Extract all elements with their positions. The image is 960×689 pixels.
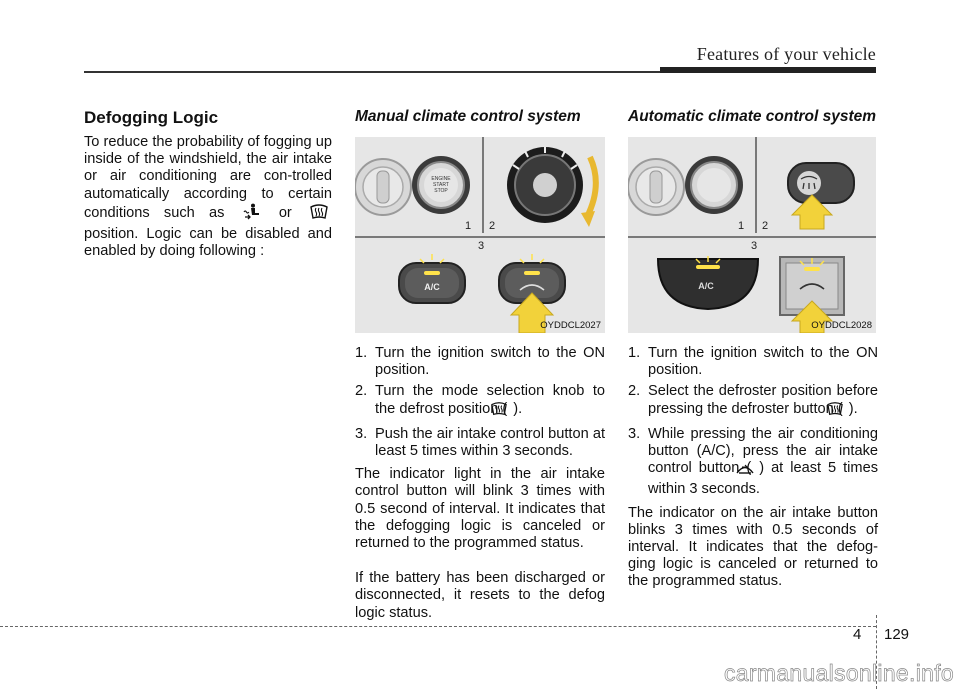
label-2: 2 <box>489 220 496 232</box>
ignition-key-icon <box>628 159 684 215</box>
automatic-paragraph-1: The indicator on the air intake button blinks 3 times with 0.5 seconds of interval. It indicates that the defog-ging logic is canceled or returned to the programmed status. <box>628 504 878 590</box>
label-1: 1 <box>738 220 745 232</box>
list-item: 1. Turn the ignition switch to the ON position. <box>628 345 878 379</box>
manual-climate-heading: Manual climate control system <box>355 108 581 125</box>
knob-text-1: ENGINE <box>431 176 451 182</box>
manual-steps <box>355 345 605 460</box>
watermark: carmanualsonline.info <box>723 660 954 686</box>
manual-paragraph-2: If the battery has been discharged or disconnected, it resets to the defog logic status. <box>355 570 605 621</box>
list-item: 3. Push the air intake control button at least 5 times within 3 seconds. <box>355 425 605 460</box>
mode-selection-knob <box>507 147 583 223</box>
section-title: Features of your vehicle <box>696 44 876 64</box>
list-item: 2. Select the defroster position before pressing the defroster button ( ). <box>628 383 878 417</box>
header-rule-accent <box>660 67 876 73</box>
chapter-number: 4 <box>853 626 862 643</box>
recirculation-icon <box>754 462 756 481</box>
label-2: 2 <box>762 220 769 232</box>
ignition-key-icon <box>355 159 411 215</box>
windshield-defrost-icon <box>309 203 329 226</box>
ac-button-label: A/C <box>698 281 714 291</box>
automatic-steps <box>628 345 878 499</box>
manual-paragraph-1: The indicator light in the air intake control button will blink 3 times with 0.5 second of interval. It indicates that the defogging logic is canceled or returned to the programmed status. <box>355 466 605 552</box>
list-item: 3. While pressing the air conditioning button (A/C), press the air intake control button ( ) at least 5 times within 3 seconds. <box>628 425 878 498</box>
knob-text-2: START <box>433 182 449 188</box>
automatic-climate-figure <box>628 137 876 333</box>
engine-start-button-icon <box>685 156 743 214</box>
column-automatic-climate <box>628 108 878 601</box>
knob-text-3: STOP <box>434 188 448 194</box>
manual-climate-illustration <box>355 137 605 333</box>
defogging-logic-heading: Defogging Logic <box>84 108 219 127</box>
floor-defrost-icon <box>242 203 262 226</box>
ac-button <box>399 254 465 303</box>
ac-button-label: A/C <box>424 282 440 292</box>
list-item: 1. Turn the ignition switch to the ON position. <box>355 345 605 379</box>
list-item: 2. Turn the mode selection knob to the defrost position ( ). <box>355 383 605 417</box>
manual-climate-figure <box>355 137 605 333</box>
defroster-button <box>788 163 854 203</box>
automatic-climate-heading: Automatic climate control system <box>628 108 877 125</box>
footer-rule <box>0 626 876 627</box>
defogging-logic-paragraph: To reduce the probability of fogging up inside of the windshield, the air intake or air conditioning are con-trolled automatically according to certain conditions such as or position. Logic can be disabled and enabled by doing following : <box>84 134 332 260</box>
page-number: 129 <box>884 626 910 643</box>
figure-code: OYDDCL2027 <box>540 320 601 331</box>
column-manual-climate <box>355 108 605 632</box>
column-defogging-logic <box>84 108 332 270</box>
label-3: 3 <box>478 240 485 252</box>
label-3: 3 <box>751 240 758 252</box>
automatic-climate-illustration <box>628 137 876 333</box>
label-1: 1 <box>465 220 472 232</box>
figure-code: OYDDCL2028 <box>811 320 872 331</box>
